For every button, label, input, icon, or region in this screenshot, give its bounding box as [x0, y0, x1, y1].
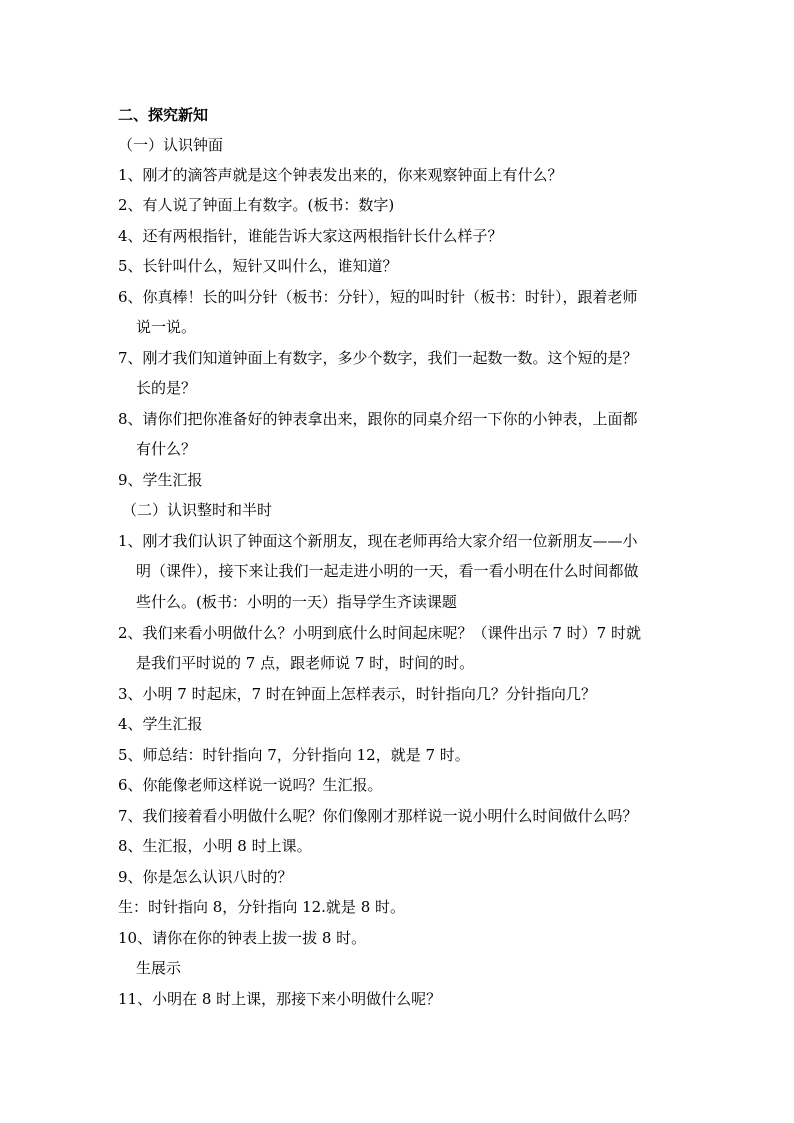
paragraph-line: 7、我们接着看小明做什么呢？你们像刚才那样说一说小明什么时间做什么吗？ [118, 807, 638, 825]
paragraph-line: 3、小明 7 时起床，7 时在钟面上怎样表示，时针指向几？分针指向几？ [118, 685, 596, 703]
paragraph-line: 9、你是怎么认识八时的？ [118, 868, 293, 886]
paragraph-line: 9、学生汇报 [118, 471, 203, 489]
paragraph-line: 4、学生汇报 [118, 715, 203, 733]
paragraph-line: 1、刚才我们认识了钟面这个新朋友，现在老师再给大家介绍一位新朋友——小 [118, 532, 638, 550]
paragraph-continuation: 是我们平时说的 7 点，跟老师说 7 时，时间的时。 [136, 654, 475, 672]
subsection-heading: （二）认识整时和半时 [122, 501, 273, 519]
paragraph-line: 7、刚才我们知道钟面上有数字，多少个数字，我们一起数一数。这个短的是？ [118, 349, 638, 367]
paragraph-line: 10、请你在你的钟表上拔一拔 8 时。 [118, 929, 367, 947]
paragraph-line: 4、还有两根指针，谁能告诉大家这两根指针长什么样子？ [118, 227, 503, 245]
paragraph-continuation: 生展示 [136, 959, 182, 977]
subsection-heading: （一）认识钟面 [118, 136, 224, 154]
paragraph-line: 2、我们来看小明做什么？小明到底什么时间起床呢？（课件出示 7 时）7 时就 [118, 624, 641, 642]
paragraph-line: 6、你真棒！长的叫分针（板书：分针），短的叫时针（板书：时针），跟着老师 [118, 288, 638, 306]
paragraph-line: 8、请你们把你准备好的钟表拿出来，跟你的同桌介绍一下你的小钟表，上面都 [118, 410, 638, 428]
paragraph-line: 6、你能像老师这样说一说吗？生汇报。 [118, 776, 383, 794]
paragraph-line: 5、长针叫什么，短针又叫什么，谁知道？ [118, 257, 398, 275]
paragraph-line: 8、生汇报，小明 8 时上课。 [118, 837, 312, 855]
paragraph-line: 2、有人说了钟面上有数字。(板书：数字) [118, 196, 395, 214]
paragraph-continuation: 明（课件），接下来让我们一起走进小明的一天，看一看小明在什么时间都做 [136, 562, 639, 580]
paragraph-line: 1、刚才的滴答声就是这个钟表发出来的，你来观察钟面上有什么？ [118, 166, 563, 184]
paragraph-line: 5、师总结：时针指向 7，分针指向 12，就是 7 时。 [118, 746, 470, 764]
paragraph-continuation: 有什么？ [136, 440, 197, 458]
paragraph-continuation: 说一说。 [136, 318, 197, 336]
paragraph-line: 生：时针指向 8，分针指向 12.就是 8 时。 [118, 898, 406, 916]
paragraph-line: 11、小明在 8 时上课，那接下来小明做什么呢？ [118, 990, 442, 1008]
paragraph-continuation: 长的是？ [136, 379, 197, 397]
section-heading: 二、探究新知 [118, 106, 209, 124]
paragraph-continuation: 些什么。(板书：小明的一天）指导学生齐读课题 [136, 593, 457, 611]
